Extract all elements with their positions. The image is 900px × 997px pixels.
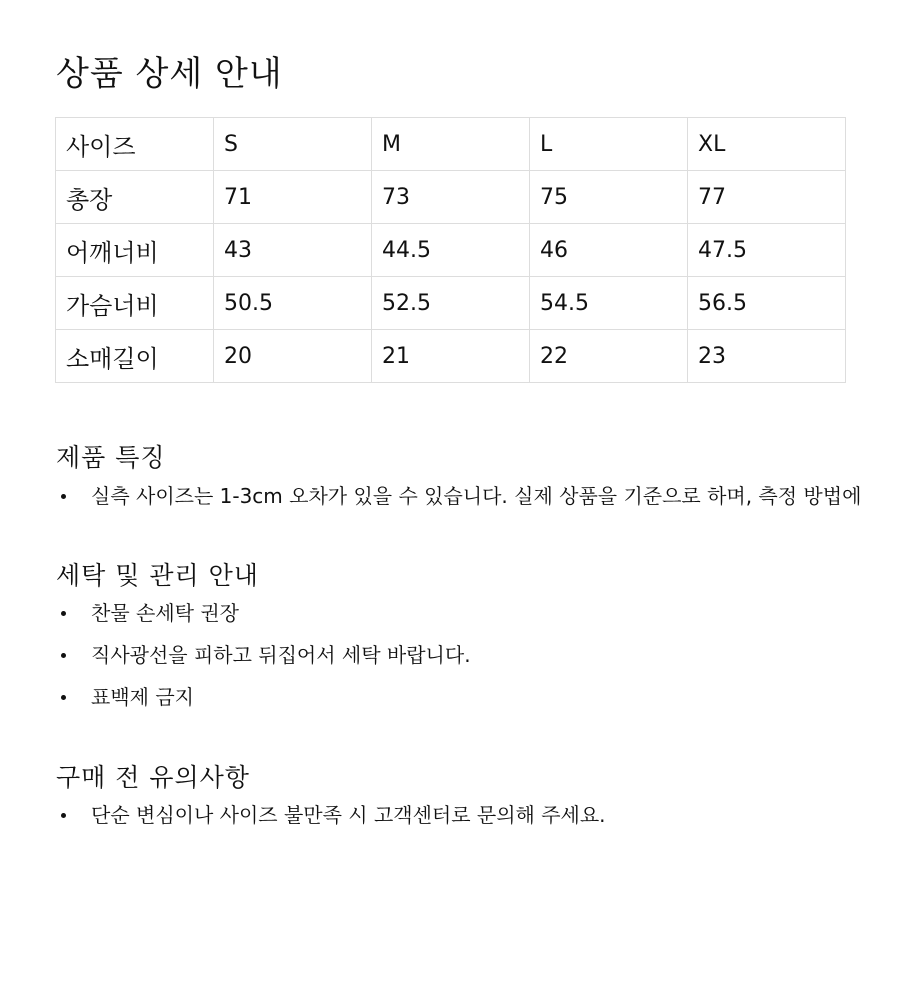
header-cell-s: S: [214, 118, 372, 171]
list-item-text: 찬물 손세탁 권장: [91, 601, 239, 625]
list-item: [56, 794, 900, 836]
features-section: [56, 438, 900, 517]
table-cell: 73: [372, 171, 530, 224]
care-heading: 세탁 및 관리 안내: [56, 561, 259, 590]
header-cell-m: M: [372, 118, 530, 171]
notes-list: [56, 794, 900, 836]
list-item-text: 직사광선을 피하고 뒤집어서 세탁 바랍니다.: [91, 643, 471, 667]
table-row: [56, 330, 846, 383]
table-cell: 71: [214, 171, 372, 224]
bullet-icon: [61, 494, 66, 499]
table-cell: 77: [688, 171, 846, 224]
list-item: [56, 634, 900, 676]
table-row: [56, 277, 846, 330]
row-label: 소매길이: [56, 330, 214, 383]
row-label: 가슴너비: [56, 277, 214, 330]
bullet-icon: [61, 695, 66, 700]
table-cell: 75: [530, 171, 688, 224]
table-cell: 21: [372, 330, 530, 383]
care-list: [56, 592, 900, 718]
table-cell: 56.5: [688, 277, 846, 330]
table-header-row: [56, 118, 846, 171]
table-row: [56, 171, 846, 224]
header-cell-size: 사이즈: [56, 118, 214, 171]
notes-heading: 구매 전 유의사항: [56, 763, 250, 792]
list-item: [56, 676, 900, 718]
table-cell: 44.5: [372, 224, 530, 277]
table-cell: 23: [688, 330, 846, 383]
features-heading: 제품 특징: [56, 443, 166, 472]
table-cell: 46: [530, 224, 688, 277]
header-cell-xl: XL: [688, 118, 846, 171]
features-list: [56, 475, 900, 517]
table-cell: 47.5: [688, 224, 846, 277]
table-cell: 22: [530, 330, 688, 383]
list-item-text: 표백제 금지: [91, 685, 194, 709]
table-cell: 54.5: [530, 277, 688, 330]
care-section: [56, 556, 900, 718]
table-cell: 52.5: [372, 277, 530, 330]
bullet-icon: [61, 813, 66, 818]
list-item: [56, 592, 900, 634]
table-row: [56, 224, 846, 277]
header-cell-l: L: [530, 118, 688, 171]
row-label: 어깨너비: [56, 224, 214, 277]
notes-section: [56, 758, 900, 836]
bullet-icon: [61, 611, 66, 616]
list-item: [56, 475, 900, 517]
table-cell: 20: [214, 330, 372, 383]
list-item-text: 실측 사이즈는 1-3cm 오차가 있을 수 있습니다. 실제 상품을 기준으로 하며, 측정 방법에: [91, 484, 862, 508]
table-cell: 43: [214, 224, 372, 277]
list-item-text: 단순 변심이나 사이즈 불만족 시 고객센터로 문의해 주세요.: [91, 803, 606, 827]
table-cell: 50.5: [214, 277, 372, 330]
size-table: [55, 117, 846, 383]
bullet-icon: [61, 653, 66, 658]
row-label: 총장: [56, 171, 214, 224]
page-title: 상품 상세 안내: [56, 54, 283, 94]
